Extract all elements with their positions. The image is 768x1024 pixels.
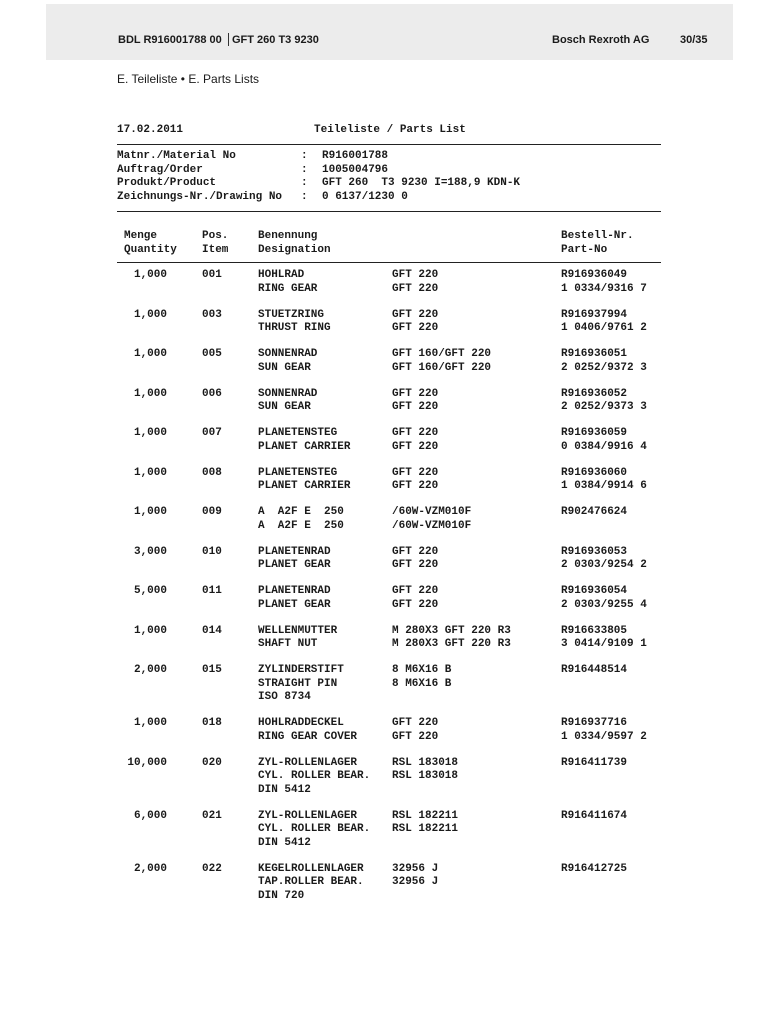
list-date: 17.02.2011 — [117, 124, 184, 136]
part-number-cell: 1 0406/9761 2 — [561, 322, 647, 334]
designation-cell: DIN 5412 — [258, 836, 311, 849]
meta-label: Produkt/Product — [117, 177, 217, 189]
meta-value: 1005004796 — [322, 163, 389, 176]
designation-cell: SHAFT NUT — [258, 638, 318, 650]
designation-cell: TAP.ROLLER BEAR. — [258, 876, 364, 888]
position-cell: 015 — [202, 664, 222, 676]
designation-cell: PLANET CARRIER — [258, 440, 351, 453]
designation-cell: ZYLINDERSTIFT — [258, 664, 344, 676]
part-number-cell: R916411674 — [561, 809, 628, 822]
quantity-cell: 1,000 — [133, 348, 167, 360]
designation-spec-cell: M 280X3 GFT 220 R3 — [392, 638, 511, 650]
part-number-cell: 0 0384/9916 4 — [561, 440, 647, 453]
table-row — [117, 546, 661, 573]
part-number-cell: R916448514 — [561, 664, 628, 676]
designation-cell: CYL. ROLLER BEAR. — [258, 823, 371, 835]
column-designation-de: Benennung — [258, 230, 318, 242]
designation-cell: HOHLRAD — [258, 269, 305, 281]
designation-spec-cell: GFT 220 — [392, 427, 439, 439]
designation-spec-cell: GFT 220 — [392, 387, 439, 400]
part-number-cell: R916936054 — [561, 585, 628, 597]
part-number-cell: R916633805 — [561, 624, 628, 637]
document-reference: BDL R916001788 00 — [118, 34, 222, 46]
designation-spec-cell: GFT 160/GFT 220 — [392, 361, 492, 374]
position-cell: 006 — [202, 387, 222, 400]
part-number-cell: 3 0414/9109 1 — [561, 638, 647, 650]
designation-spec-cell: RSL 183018 — [392, 756, 459, 769]
meta-colon: : — [301, 190, 308, 203]
designation-spec-cell: 32956 J — [392, 876, 439, 888]
position-cell: 003 — [202, 308, 222, 321]
position-cell: 018 — [202, 717, 222, 729]
designation-cell: SUN GEAR — [258, 361, 311, 374]
designation-spec-cell: 8 M6X16 B — [392, 677, 452, 690]
designation-cell: ZYL-ROLLENLAGER — [258, 756, 358, 769]
table-row — [117, 309, 661, 336]
table-row — [117, 348, 661, 375]
meta-label: Auftrag/Order — [117, 163, 203, 176]
designation-cell: SUN GEAR — [258, 401, 311, 413]
table-row — [117, 269, 661, 296]
designation-spec-cell: GFT 220 — [392, 401, 439, 413]
designation-spec-cell: GFT 220 — [392, 466, 439, 479]
column-qty-de: Menge — [124, 230, 158, 242]
table-row — [117, 863, 661, 904]
quantity-cell: 3,000 — [133, 545, 167, 558]
table-row — [117, 506, 661, 533]
quantity-cell: 1,000 — [133, 717, 167, 729]
company-name: Bosch Rexroth AG — [552, 34, 650, 46]
designation-spec-cell: GFT 220 — [392, 585, 439, 597]
designation-cell: SONNENRAD — [258, 387, 318, 400]
position-cell: 010 — [202, 545, 222, 558]
table-row — [117, 717, 661, 744]
meta-value: R916001788 — [322, 150, 389, 162]
section-title: E. Teileliste • E. Parts Lists — [117, 72, 260, 86]
product-reference: GFT 260 T3 9230 — [232, 34, 319, 46]
table-row — [117, 467, 661, 494]
designation-cell: ISO 8734 — [258, 691, 311, 703]
table-row — [117, 664, 661, 705]
designation-spec-cell: /60W-VZM010F — [392, 506, 472, 518]
position-cell: 011 — [202, 585, 222, 597]
divider-meta — [117, 211, 661, 212]
designation-spec-cell: GFT 220 — [392, 440, 439, 453]
designation-cell: A A2F E 250 — [258, 519, 344, 532]
designation-cell: PLANETENRAD — [258, 545, 331, 558]
designation-cell: CYL. ROLLER BEAR. — [258, 770, 371, 782]
position-cell: 021 — [202, 809, 222, 822]
part-number-cell: R916936052 — [561, 387, 628, 400]
meta-colon: : — [301, 177, 308, 189]
quantity-cell: 1,000 — [133, 506, 167, 518]
designation-spec-cell: GFT 220 — [392, 598, 439, 611]
designation-cell: PLANET GEAR — [258, 598, 331, 611]
designation-cell: DIN 5412 — [258, 783, 311, 796]
table-row — [117, 625, 661, 652]
position-cell: 020 — [202, 756, 222, 769]
meta-colon: : — [301, 163, 308, 176]
designation-cell: ZYL-ROLLENLAGER — [258, 809, 358, 822]
quantity-cell: 6,000 — [133, 809, 167, 822]
position-cell: 009 — [202, 506, 222, 518]
designation-spec-cell: RSL 182211 — [392, 823, 459, 835]
designation-cell: PLANETENSTEG — [258, 427, 338, 439]
part-number-cell: R916411739 — [561, 756, 628, 769]
part-number-cell: R902476624 — [561, 506, 628, 518]
designation-cell: STUETZRING — [258, 308, 325, 321]
designation-cell: WELLENMUTTER — [258, 624, 338, 637]
column-qty-en: Quantity — [124, 243, 177, 256]
table-row — [117, 427, 661, 454]
designation-spec-cell: M 280X3 GFT 220 R3 — [392, 624, 511, 637]
designation-cell: THRUST RING — [258, 322, 331, 334]
designation-cell: PLANETENSTEG — [258, 466, 338, 479]
designation-spec-cell: GFT 220 — [392, 480, 439, 492]
table-row — [117, 388, 661, 415]
designation-cell: PLANET GEAR — [258, 559, 331, 571]
position-cell: 007 — [202, 427, 222, 439]
designation-cell: PLANET CARRIER — [258, 480, 351, 492]
table-row — [117, 585, 661, 612]
quantity-cell: 1,000 — [133, 308, 167, 321]
designation-cell: KEGELROLLENLAGER — [258, 862, 364, 875]
position-cell: 001 — [202, 269, 222, 281]
quantity-cell: 1,000 — [133, 387, 167, 400]
page-header — [46, 4, 733, 60]
list-title: Teileliste / Parts List — [314, 124, 466, 136]
part-number-cell: R916936059 — [561, 427, 628, 439]
column-pos-en: Item — [202, 243, 229, 256]
quantity-cell: 1,000 — [133, 624, 167, 637]
part-number-cell: 1 0334/9597 2 — [561, 730, 647, 743]
part-number-cell: R916936060 — [561, 466, 628, 479]
designation-spec-cell: GFT 220 — [392, 717, 439, 729]
designation-spec-cell: RSL 182211 — [392, 809, 459, 822]
designation-spec-cell: GFT 220 — [392, 308, 439, 321]
designation-cell: PLANETENRAD — [258, 585, 331, 597]
position-cell: 005 — [202, 348, 222, 360]
column-part-en: Part-No — [561, 243, 608, 256]
part-number-cell: R916937994 — [561, 308, 628, 321]
divider-table — [117, 262, 661, 263]
column-part-de: Bestell-Nr. — [561, 230, 634, 242]
column-pos-de: Pos. — [202, 230, 229, 242]
column-designation-en: Designation — [258, 243, 331, 256]
designation-cell: RING GEAR COVER — [258, 730, 358, 743]
designation-spec-cell: GFT 220 — [392, 269, 439, 281]
quantity-cell: 1,000 — [133, 466, 167, 479]
quantity-cell: 5,000 — [133, 585, 167, 597]
meta-value: GFT 260 T3 9230 I=188,9 KDN-K — [322, 177, 521, 189]
designation-spec-cell: /60W-VZM010F — [392, 519, 472, 532]
quantity-cell: 2,000 — [133, 862, 167, 875]
designation-spec-cell: GFT 220 — [392, 559, 439, 571]
quantity-cell: 10,000 — [127, 756, 167, 769]
designation-spec-cell: GFT 220 — [392, 322, 439, 334]
quantity-cell: 1,000 — [133, 427, 167, 439]
part-number-cell: 2 0303/9255 4 — [561, 598, 647, 611]
table-row — [117, 757, 661, 798]
designation-spec-cell: GFT 160/GFT 220 — [392, 348, 492, 360]
position-cell: 008 — [202, 466, 222, 479]
designation-spec-cell: 8 M6X16 B — [392, 664, 452, 676]
part-number-cell: 1 0334/9316 7 — [561, 282, 647, 295]
designation-spec-cell: GFT 220 — [392, 730, 439, 743]
page-number: 30/35 — [680, 34, 708, 46]
part-number-cell: 2 0252/9372 3 — [561, 361, 647, 374]
designation-spec-cell: 32956 J — [392, 862, 439, 875]
divider-top — [117, 144, 661, 145]
designation-spec-cell: GFT 220 — [392, 282, 439, 295]
part-number-cell: 2 0252/9373 3 — [561, 401, 647, 413]
quantity-cell: 1,000 — [133, 269, 167, 281]
designation-cell: STRAIGHT PIN — [258, 677, 338, 690]
position-cell: 022 — [202, 862, 222, 875]
designation-cell: A A2F E 250 — [258, 506, 344, 518]
part-number-cell: 1 0384/9914 6 — [561, 480, 647, 492]
part-number-cell: R916412725 — [561, 862, 628, 875]
part-number-cell: R916936051 — [561, 348, 628, 360]
designation-spec-cell: GFT 220 — [392, 545, 439, 558]
meta-value: 0 6137/1230 0 — [322, 190, 408, 203]
part-number-cell: 2 0303/9254 2 — [561, 559, 647, 571]
meta-colon: : — [301, 150, 308, 162]
position-cell: 014 — [202, 624, 222, 637]
designation-spec-cell: RSL 183018 — [392, 770, 459, 782]
part-number-cell: R916936053 — [561, 545, 628, 558]
table-row — [117, 810, 661, 851]
meta-label: Matnr./Material No — [117, 150, 236, 162]
designation-cell: RING GEAR — [258, 282, 318, 295]
designation-cell: HOHLRADDECKEL — [258, 717, 344, 729]
part-number-cell: R916937716 — [561, 717, 628, 729]
quantity-cell: 2,000 — [133, 664, 167, 676]
part-number-cell: R916936049 — [561, 269, 628, 281]
meta-label: Zeichnungs-Nr./Drawing No — [117, 190, 283, 203]
designation-cell: SONNENRAD — [258, 348, 318, 360]
designation-cell: DIN 720 — [258, 889, 305, 902]
header-divider — [228, 33, 229, 46]
